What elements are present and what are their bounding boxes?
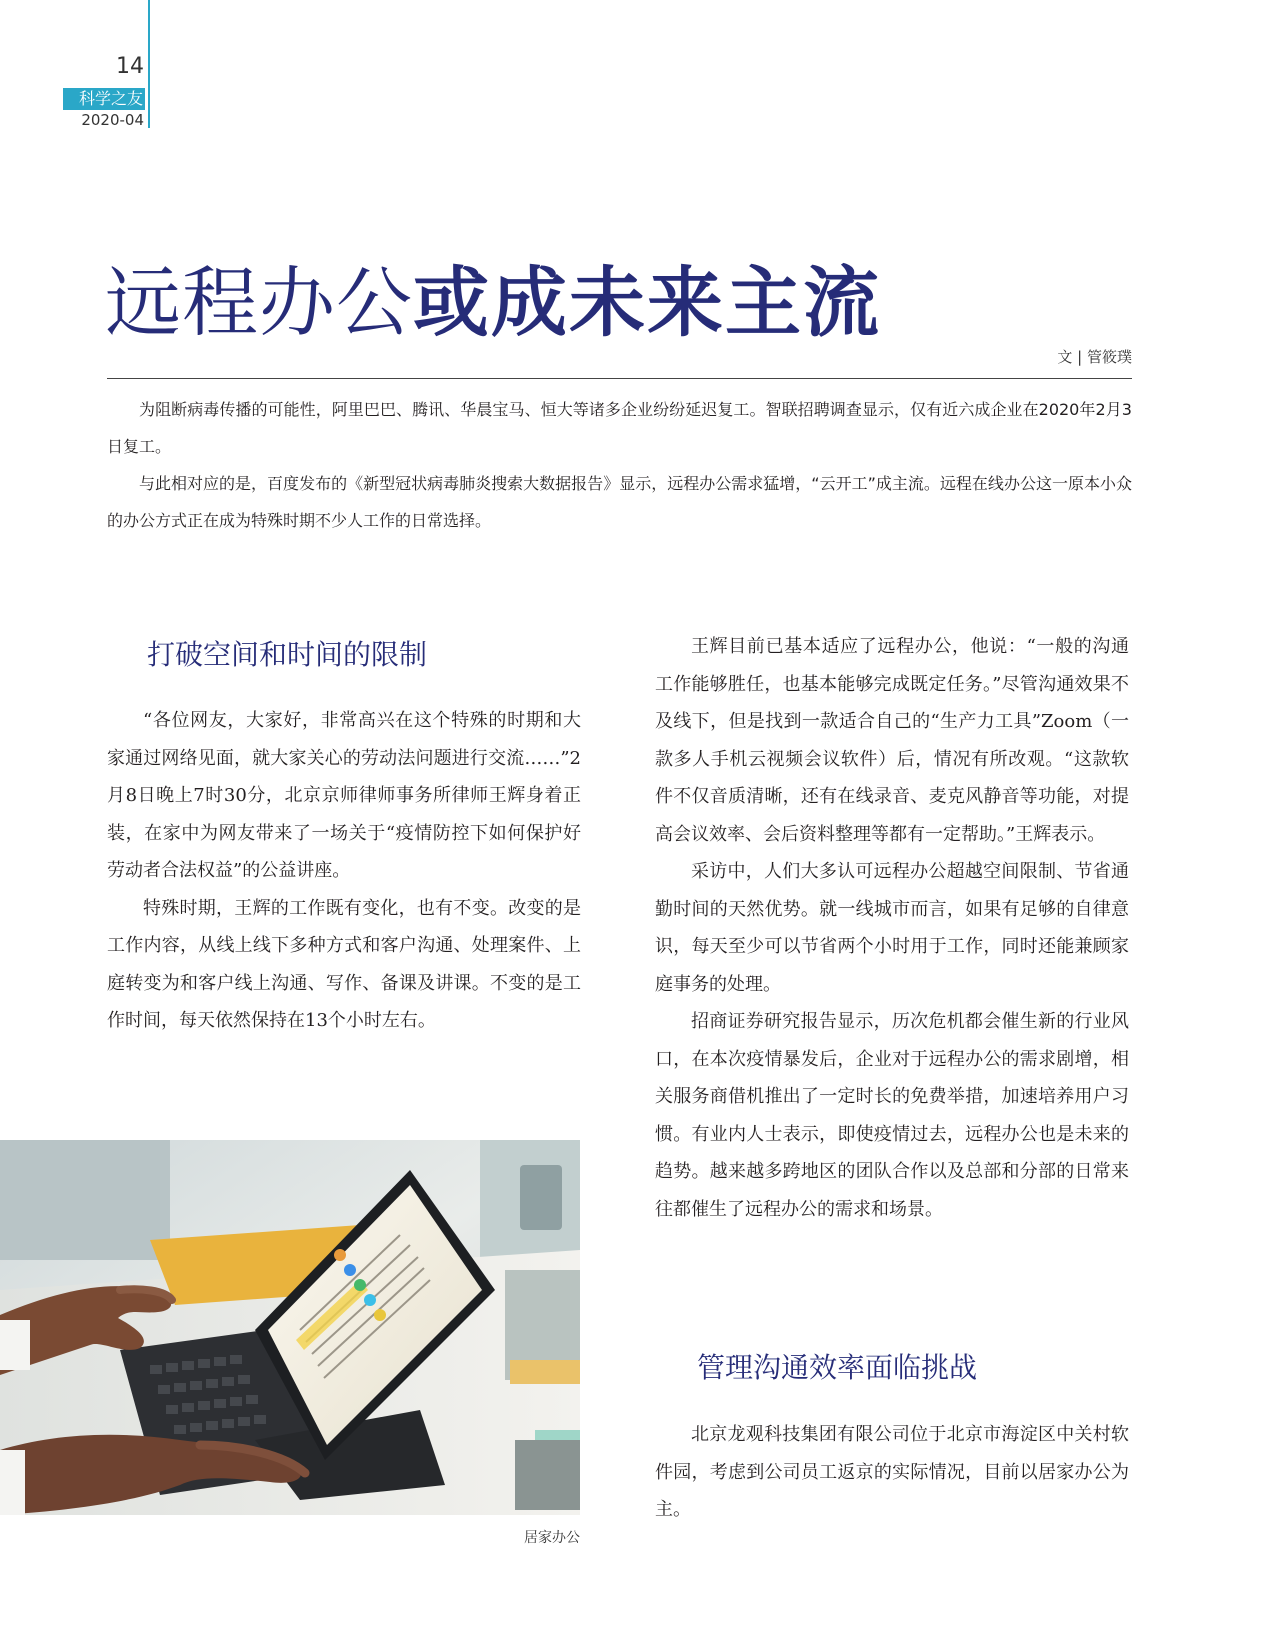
magazine-name-badge: 科学之友 <box>63 88 145 110</box>
article-title <box>105 258 1105 348</box>
article-title-bold: 或成未来主流 <box>413 258 881 347</box>
body-paragraph: 特殊时期，王辉的工作既有变化，也有不变。改变的是工作内容，从线上线下多种方式和客户沟通、处理案件、上庭转变为和客户线上沟通、写作、备课及讲课。不变的是工作时间，每天依然保持在13个小时左右。 <box>107 897 581 1031</box>
left-column <box>107 702 581 1040</box>
section2-heading: 管理沟通效率面临挑战 <box>697 1351 978 1384</box>
section1-heading: 打破空间和时间的限制 <box>147 638 428 671</box>
right-column-section2 <box>655 1416 1129 1529</box>
body-paragraph: 招商证券研究报告显示，历次危机都会催生新的行业风口，在本次疫情暴发后，企业对于远程办公的需求剧增，相关服务商借机推出了一定时长的免费举措，加速培养用户习惯。有业内人士表示，即使疫情过去，远程办公也是未来的趋势。越来越多跨地区的团队合作以及总部和分部的日常来往都催生了远程办公的需求和场景。 <box>655 1011 1129 1220</box>
body-paragraph: “各位网友，大家好，非常高兴在这个特殊的时期和大家通过网络见面，就大家关心的劳动法问题进行交流……”2月8日晚上7时30分，北京京师律师事务所律师王辉身着正装，在家中为网友带来了一场关于“疫情防控下如何保护好劳动者合法权益”的公益讲座。 <box>107 710 581 881</box>
byline: 文 | 管筱璞 <box>1057 348 1132 366</box>
lead-paragraph: 与此相对应的是，百度发布的《新型冠状病毒肺炎搜索大数据报告》显示，远程办公需求猛增，“云开工”成主流。远程在线办公这一原本小众的办公方式正在成为特殊时期不少人工作的日常选择。 <box>107 474 1132 530</box>
body-paragraph: 北京龙观科技集团有限公司位于北京市海淀区中关村软件园，考虑到公司员工返京的实际情况，目前以居家办公为主。 <box>655 1424 1129 1520</box>
photo-caption: 居家办公 <box>524 1530 580 1546</box>
right-column <box>655 628 1129 1228</box>
body-paragraph: 王辉目前已基本适应了远程办公，他说：“一般的沟通工作能够胜任，也基本能够完成既定任务。”尽管沟通效果不及线下，但是找到一款适合自己的“生产力工具”Zoom（一款多人手机云视频会议软件）后，情况有所改观。“这款软件不仅音质清晰，还有在线录音、麦克风静音等功能，对提高会议效率、会后资料整理等都有一定帮助。”王辉表示。 <box>655 636 1129 845</box>
article-title-light: 远程办公 <box>105 258 413 347</box>
page-number: 14 <box>116 54 144 79</box>
body-paragraph: 采访中，人们大多认可远程办公超越空间限制、节省通勤时间的天然优势。就一线城市而言，如果有足够的自律意识，每天至少可以节省两个小时用于工作，同时还能兼顾家庭事务的处理。 <box>655 861 1129 995</box>
header-vertical-line <box>148 0 150 128</box>
title-divider <box>107 378 1132 379</box>
lead-paragraph: 为阻断病毒传播的可能性，阿里巴巴、腾讯、华晨宝马、恒大等诸多企业纷纷延迟复工。智联招聘调查显示，仅有近六成企业在2020年2月3日复工。 <box>107 400 1132 456</box>
photo-home-office <box>0 1140 580 1515</box>
article-lead <box>107 391 1132 539</box>
issue-date: 2020-04 <box>81 111 144 129</box>
